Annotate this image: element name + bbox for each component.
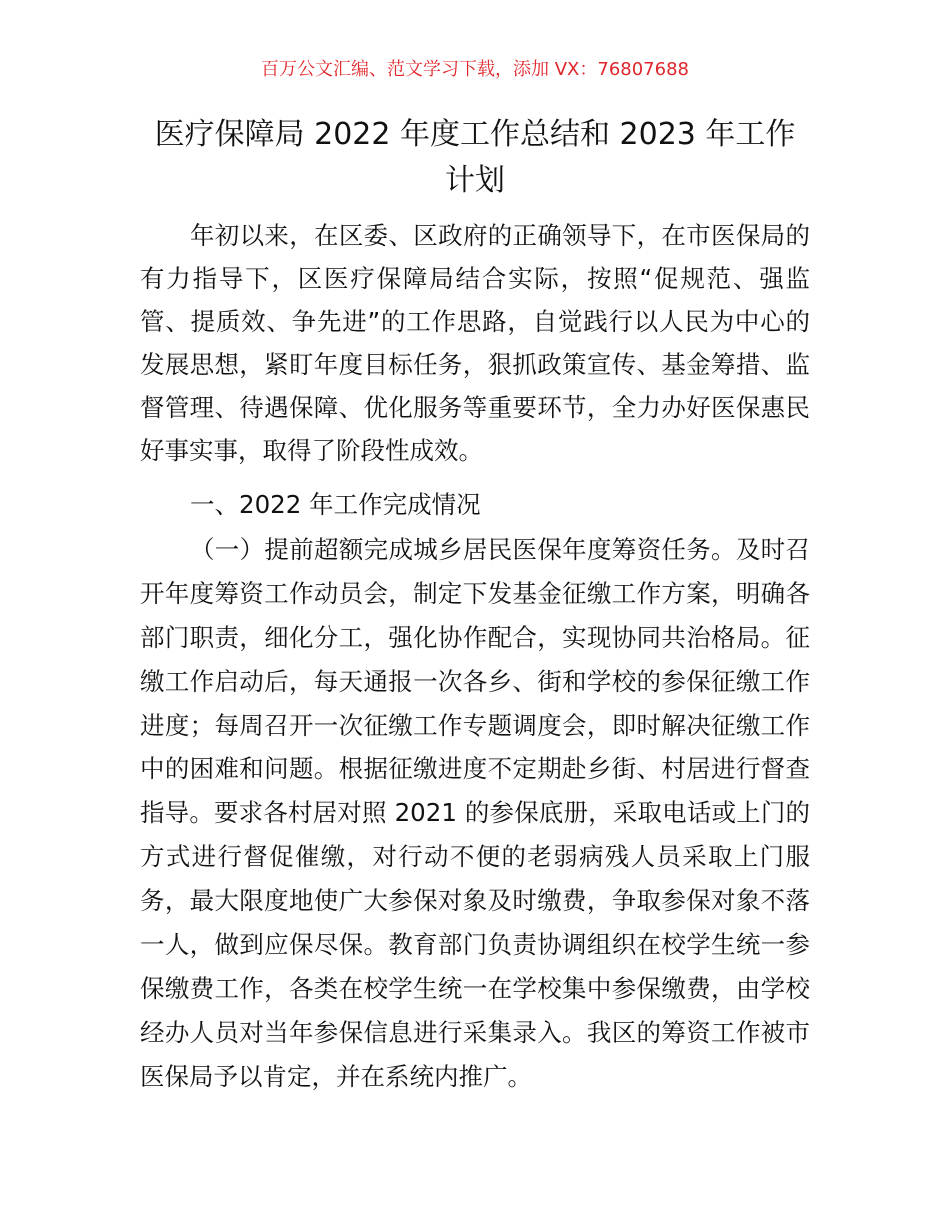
paragraph-line: 方式进行督促催缴，对行动不便的老弱病残人员采取上门服	[140, 842, 810, 872]
section-heading	[140, 483, 810, 526]
paragraph-line: 一人，做到应保尽保。教育部门负责协调组织在校学生统一参	[140, 930, 810, 960]
paragraph-line: 务，最大限度地使广大参保对象及时缴费，争取参保对象不落	[140, 886, 810, 916]
watermark-header: 百万公文汇编、范文学习下载，添加 VX：76807688	[261, 59, 689, 80]
paragraph-line: 有力指导下，区医疗保障局结合实际，按照“促规范、强监	[140, 264, 810, 293]
paragraph-line: 好事实事，取得了阶段性成效。	[140, 436, 483, 465]
section-heading-text: 一、2022 年工作完成情况	[190, 490, 481, 519]
paragraph-line: 保缴费工作，各类在校学生统一在学校集中参保缴费，由学校	[140, 973, 810, 1003]
paragraph-line: 经办人员对当年参保信息进行采集录入。我区的筹资工作被市	[140, 1017, 810, 1047]
intro-paragraph	[140, 214, 810, 472]
paragraph-line: （一）提前超额完成城乡居民医保年度筹资任务。及时召	[190, 535, 810, 564]
paragraph-line: 中的困难和问题。根据征缴进度不定期赴乡街、村居进行督查	[140, 754, 810, 784]
paragraph-line: 年初以来，在区委、区政府的正确领导下，在市医保局的	[190, 221, 810, 250]
title-line: 计划	[445, 163, 505, 198]
section1-paragraph	[140, 528, 810, 1099]
paragraph-line: 发展思想，紧盯年度目标任务，狠抓政策宣传、基金筹措、监	[140, 350, 810, 379]
paragraph-line: 指导。要求各村居对照 2021 的参保底册，采取电话或上门的	[140, 798, 810, 828]
paragraph-line: 开年度筹资工作动员会，制定下发基金征缴工作方案，明确各	[140, 578, 810, 608]
paragraph-line: 进度；每周召开一次征缴工作专题调度会，即时解决征缴工作	[140, 710, 810, 740]
paragraph-line: 管、提质效、争先进”的工作思路，自觉践行以人民为中心的	[140, 307, 810, 336]
paragraph-line: 督管理、待遇保障、优化服务等重要环节，全力办好医保惠民	[140, 393, 810, 422]
paragraph-line: 缴工作启动后，每天通报一次各乡、街和学校的参保征缴工作	[140, 666, 810, 696]
title-line: 医疗保障局 2022 年度工作总结和 2023 年工作	[154, 117, 796, 152]
paragraph-line: 医保局予以肯定，并在系统内推广。	[140, 1061, 532, 1091]
document-title	[140, 112, 810, 204]
paragraph-line: 部门职责，细化分工，强化协作配合，实现协同共治格局。征	[140, 622, 810, 652]
